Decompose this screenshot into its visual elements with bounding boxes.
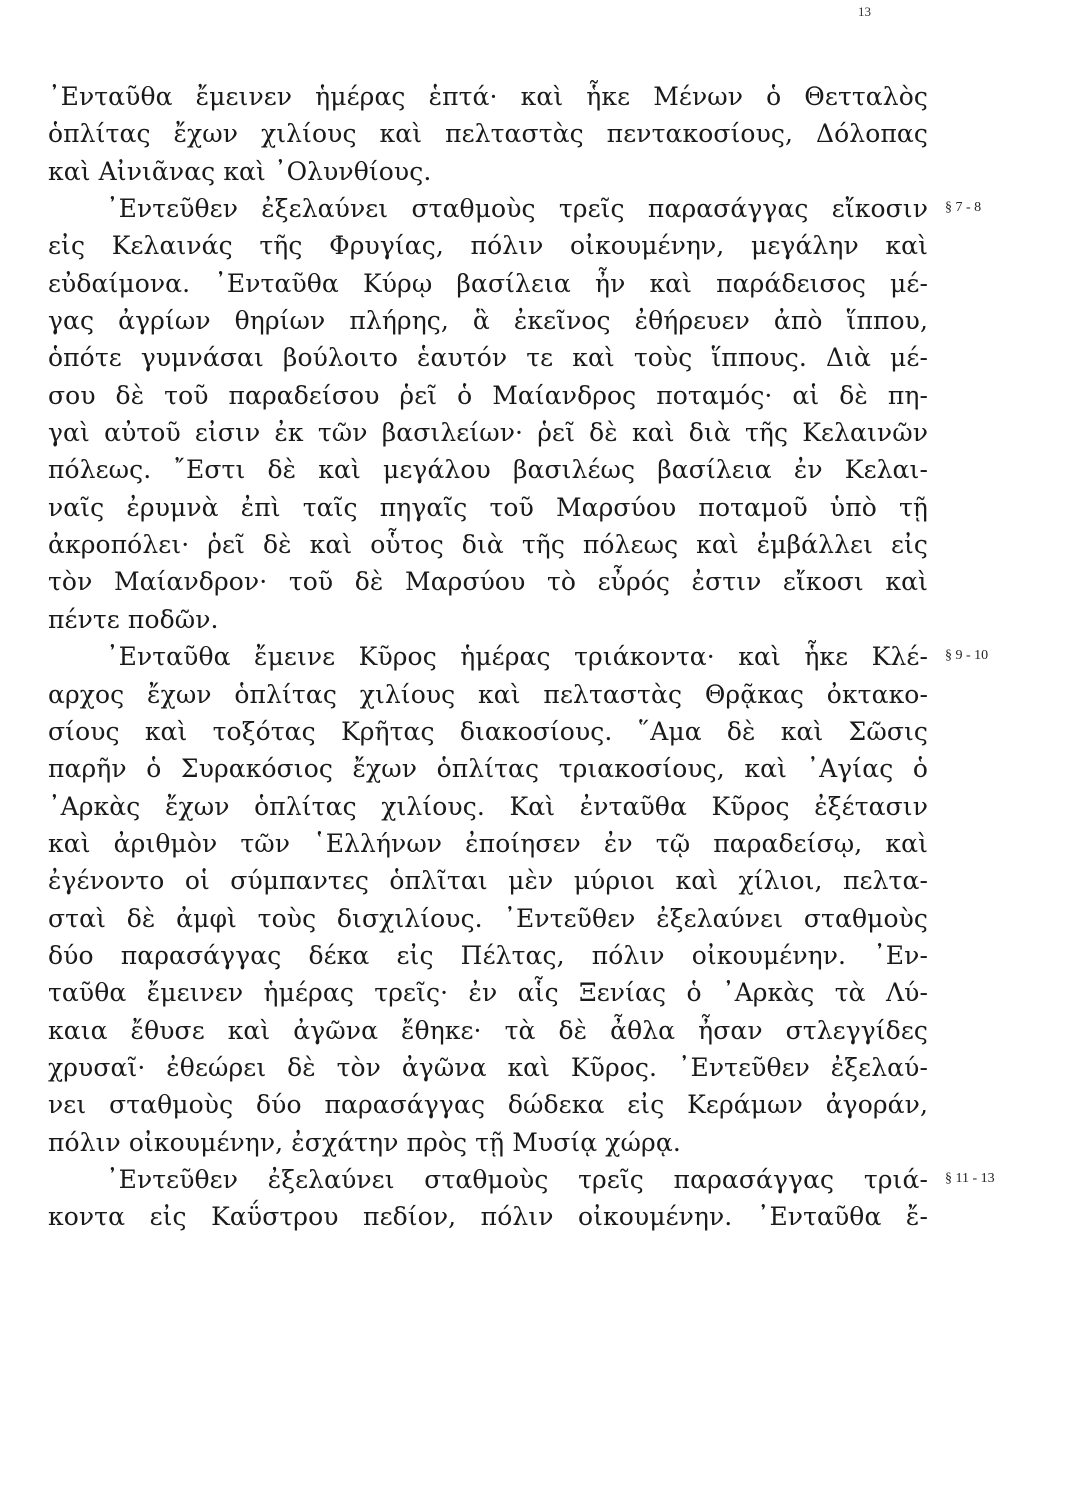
text-line-content: ἐγένοντο οἱ σύμπαντες ὁπλῖται μὲν μύριοι καὶ χίλιοι, πελτα- — [48, 866, 928, 896]
text-line — [48, 1012, 928, 1049]
text-line — [48, 713, 928, 750]
text-line-content: εἰς Κελαινάς τῆς Φρυγίας, πόλιν οἰκουμένην, μεγάλην καὶ — [48, 231, 928, 261]
text-line-content: καια ἔθυσε καὶ ἀγῶνα ἔθηκε· τὰ δὲ ἆθλα ἦσαν στλεγγίδες — [48, 1015, 928, 1045]
text-line — [48, 788, 928, 825]
text-line — [48, 302, 928, 339]
text-line-content: τὸν Μαίανδρον· τοῦ δὲ Μαρσύου τὸ εὖρός ἐστιν εἴκοσι καὶ — [48, 567, 928, 597]
text-line-content: ᾿Αρκὰς ἔχων ὁπλίτας χιλίους. Καὶ ἐνταῦθα Κῦρος ἐξέτασιν — [48, 791, 928, 821]
text-line — [48, 414, 928, 451]
text-line — [48, 974, 928, 1011]
page-number: 13 — [858, 4, 871, 19]
text-line-content: ᾿Εντεῦθεν ἐξελαύνει σταθμοὺς τρεῖς παρασάγγας τριά- — [106, 1164, 928, 1194]
text-line-content: παρῆν ὁ Συρακόσιος ἔχων ὁπλίτας τριακοσίους, καὶ ᾿Αγίας ὁ — [48, 754, 928, 784]
text-line — [48, 676, 928, 713]
text-line-content: γαὶ αὐτοῦ εἰσιν ἐκ τῶν βασιλείων· ῥεῖ δὲ καὶ διὰ τῆς Κελαινῶν — [48, 418, 928, 448]
text-line — [48, 563, 928, 600]
text-line-content: ᾿Ενταῦθα ἔμεινεν ἡμέρας ἑπτά· καὶ ἧκε Μένων ὁ Θετταλὸς — [48, 82, 928, 111]
text-line — [48, 78, 928, 115]
text-line — [48, 1198, 928, 1235]
text-line — [48, 451, 928, 488]
section-sidenote: § 9 - 10 — [945, 648, 989, 664]
text-line — [48, 900, 928, 937]
text-line-content: ὁπότε γυμνάσαι βούλοιτο ἑαυτόν τε καὶ τοὺς ἵππους. Διὰ μέ- — [48, 343, 928, 373]
text-line-content: γας ἀγρίων θηρίων πλήρης, ἃ ἐκεῖνος ἐθήρευεν ἀπὸ ἵππου, — [48, 306, 928, 336]
text-line-content: πέντε ποδῶν. — [48, 604, 219, 634]
text-line — [48, 1124, 928, 1161]
text-line — [48, 601, 928, 638]
text-line — [48, 190, 928, 227]
text-line-content: κοντα εἰς Καΰστρου πεδίον, πόλιν οἰκουμένην. ᾿Ενταῦθα ἔ- — [48, 1202, 928, 1232]
text-line-content: ταῦθα ἔμεινεν ἡμέρας τρεῖς· ἐν αἷς Ξενίας ὁ ᾿Αρκὰς τὰ Λύ- — [48, 978, 928, 1008]
text-line — [48, 862, 928, 899]
text-line — [48, 937, 928, 974]
text-line-content: σίους καὶ τοξότας Κρῆτας διακοσίους. ῞Αμα δὲ καὶ Σῶσις — [48, 716, 928, 746]
text-line — [48, 265, 928, 302]
text-line — [48, 489, 928, 526]
text-line — [48, 377, 928, 414]
text-line-content: ἀκροπόλει· ῥεῖ δὲ καὶ οὗτος διὰ τῆς πόλεως καὶ ἐμβάλλει εἰς — [48, 530, 928, 560]
text-line-content: ᾿Εντεῦθεν ἐξελαύνει σταθμοὺς τρεῖς παρασάγγας εἴκοσιν — [106, 194, 928, 224]
text-line-content: καὶ Αἰνιᾶνας καὶ ᾿Ολυνθίους. — [48, 156, 432, 186]
section-sidenote: § 7 - 8 — [945, 200, 982, 216]
text-line-content: ὁπλίτας ἔχων χιλίους καὶ πελταστὰς πεντακοσίους, Δόλοπας — [48, 119, 928, 149]
text-line — [48, 115, 928, 152]
text-line — [48, 339, 928, 376]
text-line — [48, 1049, 928, 1086]
greek-text-body — [48, 78, 928, 1236]
text-line-content: χρυσαῖ· ἐθεώρει δὲ τὸν ἀγῶνα καὶ Κῦρος. ᾿Εντεῦθεν ἐξελαύ- — [48, 1052, 928, 1082]
text-line-content: πόλεως. ῎Εστι δὲ καὶ μεγάλου βασιλέως βασίλεια ἐν Κελαι- — [48, 455, 928, 485]
text-line-content: αρχος ἔχων ὁπλίτας χιλίους καὶ πελταστὰς Θρᾷκας ὀκτακο- — [48, 679, 928, 709]
text-line-content: νει σταθμοὺς δύο παρασάγγας δώδεκα εἰς Κεράμων ἀγοράν, — [48, 1090, 928, 1120]
text-line-content: ᾿Ενταῦθα ἔμεινε Κῦρος ἡμέρας τριάκοντα· καὶ ἧκε Κλέ- — [106, 642, 928, 672]
text-line — [48, 153, 928, 190]
text-line — [48, 1161, 928, 1198]
text-line — [48, 227, 928, 264]
text-line-content: δύο παρασάγγας δέκα εἰς Πέλτας, πόλιν οἰκουμένην. ᾿Εν- — [48, 940, 928, 970]
text-line-content: σου δὲ τοῦ παραδείσου ῥεῖ ὁ Μαίανδρος ποταμός· αἱ δὲ πη- — [48, 380, 928, 410]
text-line — [48, 638, 928, 675]
text-line-content: ναῖς ἐρυμνὰ ἐπὶ ταῖς πηγαῖς τοῦ Μαρσύου ποταμοῦ ὑπὸ τῇ — [48, 492, 928, 522]
text-line — [48, 750, 928, 787]
text-line — [48, 825, 928, 862]
section-sidenote: § 11 - 13 — [945, 1171, 995, 1187]
text-line-content: σταὶ δὲ ἀμφὶ τοὺς δισχιλίους. ᾿Εντεῦθεν ἐξελαύνει σταθμοὺς — [48, 903, 928, 933]
text-line-content: καὶ ἀριθμὸν τῶν ῾Ελλήνων ἐποίησεν ἐν τῷ παραδείσῳ, καὶ — [48, 828, 928, 858]
text-line-content: πόλιν οἰκουμένην, ἐσχάτην πρὸς τῇ Μυσίᾳ χώρᾳ. — [48, 1127, 681, 1157]
text-line-content: εὐδαίμονα. ᾿Ενταῦθα Κύρῳ βασίλεια ἦν καὶ παράδεισος μέ- — [48, 268, 928, 298]
text-line — [48, 526, 928, 563]
text-line — [48, 1086, 928, 1123]
